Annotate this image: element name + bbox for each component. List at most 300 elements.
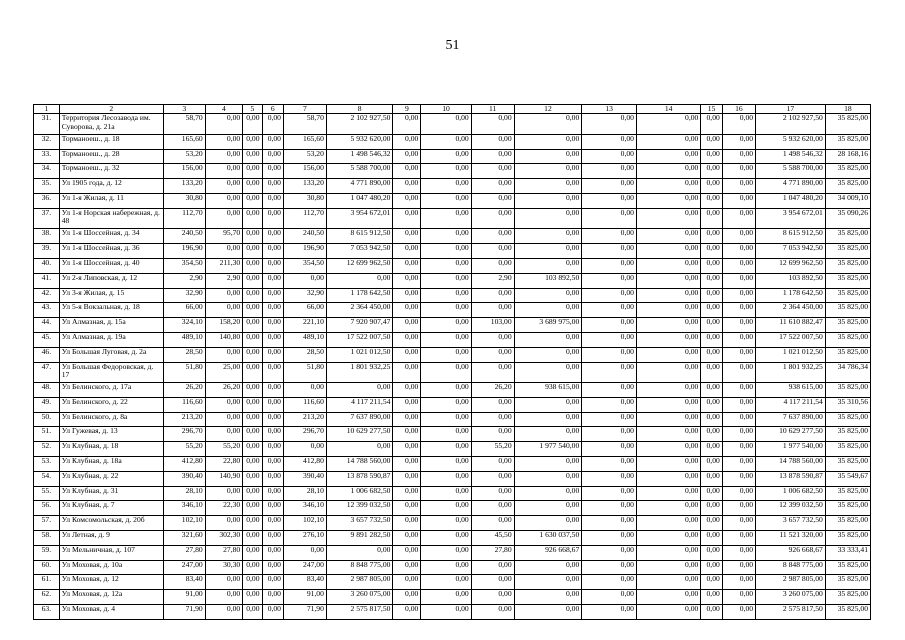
value-cell: 0,00 [636, 590, 700, 605]
value-cell: 0,00 [471, 288, 514, 303]
value-cell: 0,00 [421, 134, 471, 149]
value-cell: 28,10 [283, 486, 326, 501]
value-cell: 0,00 [393, 590, 421, 605]
value-cell: 30,30 [205, 560, 243, 575]
value-cell: 0,00 [205, 208, 243, 229]
value-cell: 0,00 [582, 347, 637, 362]
value-cell: 0,00 [722, 383, 755, 398]
value-cell: 0,00 [514, 605, 582, 620]
value-cell: 0,00 [722, 179, 755, 194]
value-cell: 0,00 [701, 244, 722, 259]
value-cell: 35 825,00 [825, 427, 870, 442]
value-cell: 321,60 [163, 531, 205, 546]
value-cell: 0,00 [514, 560, 582, 575]
table-row [34, 471, 871, 486]
value-cell: 156,00 [163, 164, 205, 179]
value-cell: 0,00 [243, 560, 262, 575]
value-cell: 0,00 [243, 194, 262, 209]
row-number-cell: 51. [34, 427, 60, 442]
value-cell: 0,00 [636, 258, 700, 273]
value-cell: 0,00 [262, 149, 283, 164]
value-cell: 0,00 [582, 471, 637, 486]
value-cell: 0,00 [514, 501, 582, 516]
header-cell: 2 [59, 105, 163, 114]
value-cell: 0,00 [701, 486, 722, 501]
value-cell: 4 771 890,00 [756, 179, 826, 194]
value-cell: 0,00 [243, 575, 262, 590]
value-cell: 0,00 [262, 347, 283, 362]
value-cell: 35 825,00 [825, 134, 870, 149]
value-cell: 10 629 277,50 [326, 427, 393, 442]
value-cell: 0,00 [471, 179, 514, 194]
value-cell: 0,00 [243, 179, 262, 194]
value-cell: 354,50 [283, 258, 326, 273]
value-cell: 0,00 [701, 457, 722, 472]
value-cell: 0,00 [243, 303, 262, 318]
value-cell: 0,00 [722, 347, 755, 362]
value-cell: 103 892,50 [514, 273, 582, 288]
value-cell: 247,00 [163, 560, 205, 575]
value-cell: 926 668,67 [514, 545, 582, 560]
row-number-cell: 33. [34, 149, 60, 164]
value-cell: 0,00 [393, 560, 421, 575]
value-cell: 28 168,16 [825, 149, 870, 164]
value-cell: 196,90 [283, 244, 326, 259]
value-cell: 0,00 [636, 501, 700, 516]
value-cell: 5 588 700,00 [756, 164, 826, 179]
value-cell: 0,00 [722, 134, 755, 149]
value-cell: 0,00 [636, 545, 700, 560]
value-cell: 0,00 [205, 194, 243, 209]
row-number-cell: 43. [34, 303, 60, 318]
value-cell: 390,40 [283, 471, 326, 486]
value-cell: 3 689 975,00 [514, 318, 582, 333]
row-number-cell: 31. [34, 114, 60, 135]
value-cell: 0,00 [722, 545, 755, 560]
value-cell: 0,00 [582, 273, 637, 288]
value-cell: 0,00 [205, 179, 243, 194]
value-cell: 0,00 [421, 457, 471, 472]
value-cell: 3 260 075,00 [326, 590, 393, 605]
header-cell: 11 [471, 105, 514, 114]
value-cell: 51,80 [283, 362, 326, 383]
value-cell: 27,80 [205, 545, 243, 560]
value-cell: 0,00 [471, 208, 514, 229]
row-number-cell: 57. [34, 516, 60, 531]
value-cell: 0,00 [262, 383, 283, 398]
value-cell: 35 310,56 [825, 397, 870, 412]
value-cell: 0,00 [262, 605, 283, 620]
value-cell: 0,00 [393, 471, 421, 486]
value-cell: 1 047 480,20 [326, 194, 393, 209]
value-cell: 0,00 [421, 149, 471, 164]
value-cell: 0,00 [636, 397, 700, 412]
value-cell: 0,00 [205, 397, 243, 412]
header-cell: 15 [701, 105, 722, 114]
table-row [34, 486, 871, 501]
table-row [34, 442, 871, 457]
value-cell: 8 615 912,50 [756, 229, 826, 244]
value-cell: 35 825,00 [825, 258, 870, 273]
value-cell: 0,00 [243, 412, 262, 427]
value-cell: 35 825,00 [825, 590, 870, 605]
value-cell: 0,00 [393, 273, 421, 288]
table-row [34, 273, 871, 288]
value-cell: 30,80 [283, 194, 326, 209]
value-cell: 0,00 [514, 303, 582, 318]
value-cell: 0,00 [582, 179, 637, 194]
value-cell: 0,00 [722, 442, 755, 457]
value-cell: 0,00 [701, 273, 722, 288]
value-cell: 0,00 [722, 229, 755, 244]
row-number-cell: 42. [34, 288, 60, 303]
value-cell: 0,00 [421, 560, 471, 575]
value-cell: 276,10 [283, 531, 326, 546]
value-cell: 140,90 [205, 471, 243, 486]
address-cell: Ул Клубная, д. 18а [59, 457, 163, 472]
value-cell: 0,00 [722, 149, 755, 164]
value-cell: 0,00 [421, 194, 471, 209]
value-cell: 0,00 [421, 288, 471, 303]
value-cell: 35 825,00 [825, 531, 870, 546]
value-cell: 412,80 [163, 457, 205, 472]
value-cell: 0,00 [582, 303, 637, 318]
value-cell: 0,00 [421, 412, 471, 427]
address-cell: Ул Мельничная, д. 107 [59, 545, 163, 560]
value-cell: 0,00 [243, 516, 262, 531]
address-cell: Ул Белинского, д. 22 [59, 397, 163, 412]
value-cell: 0,00 [722, 590, 755, 605]
value-cell: 0,00 [421, 179, 471, 194]
value-cell: 0,00 [205, 427, 243, 442]
value-cell: 35 825,00 [825, 244, 870, 259]
table-row [34, 149, 871, 164]
value-cell: 296,70 [163, 427, 205, 442]
value-cell: 0,00 [701, 605, 722, 620]
value-cell: 0,00 [636, 164, 700, 179]
row-number-cell: 49. [34, 397, 60, 412]
value-cell: 34 009,10 [825, 194, 870, 209]
value-cell: 0,00 [262, 590, 283, 605]
value-cell: 0,00 [582, 318, 637, 333]
value-cell: 12 699 962,50 [756, 258, 826, 273]
value-cell: 0,00 [722, 516, 755, 531]
header-cell: 7 [283, 105, 326, 114]
value-cell: 0,00 [393, 397, 421, 412]
value-cell: 0,00 [326, 442, 393, 457]
value-cell: 0,00 [262, 471, 283, 486]
value-cell: 0,00 [262, 362, 283, 383]
value-cell: 0,00 [582, 134, 637, 149]
value-cell: 0,00 [722, 501, 755, 516]
value-cell: 0,00 [326, 545, 393, 560]
value-cell: 0,00 [471, 457, 514, 472]
value-cell: 0,00 [701, 194, 722, 209]
value-cell: 0,00 [722, 397, 755, 412]
address-cell: Ул 1-я Жилая, д. 11 [59, 194, 163, 209]
value-cell: 0,00 [582, 164, 637, 179]
row-number-cell: 58. [34, 531, 60, 546]
value-cell: 0,00 [205, 605, 243, 620]
value-cell: 0,00 [722, 427, 755, 442]
value-cell: 35 825,00 [825, 347, 870, 362]
address-cell: Ул Алмазная, д. 19а [59, 332, 163, 347]
header-cell: 4 [205, 105, 243, 114]
value-cell: 0,00 [243, 397, 262, 412]
value-cell: 66,00 [283, 303, 326, 318]
value-cell: 0,00 [722, 412, 755, 427]
value-cell: 0,00 [393, 229, 421, 244]
address-cell: Ул Клубная, д. 7 [59, 501, 163, 516]
value-cell: 0,00 [421, 362, 471, 383]
value-cell: 35 825,00 [825, 501, 870, 516]
value-cell: 3 954 672,01 [326, 208, 393, 229]
address-cell: Ул Моховая, д. 4 [59, 605, 163, 620]
value-cell: 0,00 [722, 258, 755, 273]
table-row [34, 179, 871, 194]
value-cell: 0,00 [722, 575, 755, 590]
value-cell: 156,00 [283, 164, 326, 179]
row-number-cell: 53. [34, 457, 60, 472]
value-cell: 0,00 [421, 486, 471, 501]
value-cell: 0,00 [243, 427, 262, 442]
value-cell: 0,00 [421, 516, 471, 531]
value-cell: 489,10 [163, 332, 205, 347]
value-cell: 0,00 [243, 545, 262, 560]
value-cell: 0,00 [471, 471, 514, 486]
value-cell: 0,00 [421, 244, 471, 259]
row-number-cell: 35. [34, 179, 60, 194]
table-row [34, 383, 871, 398]
value-cell: 0,00 [393, 258, 421, 273]
value-cell: 0,00 [471, 347, 514, 362]
value-cell: 0,00 [283, 545, 326, 560]
value-cell: 0,00 [421, 605, 471, 620]
value-cell: 0,00 [514, 575, 582, 590]
value-cell: 22,30 [205, 501, 243, 516]
value-cell: 0,00 [582, 442, 637, 457]
value-cell: 0,00 [722, 332, 755, 347]
value-cell: 0,00 [471, 164, 514, 179]
value-cell: 0,00 [582, 383, 637, 398]
value-cell: 0,00 [205, 486, 243, 501]
value-cell: 53,20 [283, 149, 326, 164]
value-cell: 0,00 [393, 486, 421, 501]
value-cell: 0,00 [421, 347, 471, 362]
value-cell: 0,00 [582, 501, 637, 516]
value-cell: 0,00 [393, 575, 421, 590]
value-cell: 0,00 [243, 457, 262, 472]
value-cell: 0,00 [243, 486, 262, 501]
value-cell: 0,00 [514, 194, 582, 209]
value-cell: 0,00 [243, 318, 262, 333]
value-cell: 0,00 [514, 516, 582, 531]
value-cell: 83,40 [283, 575, 326, 590]
value-cell: 1 801 932,25 [756, 362, 826, 383]
value-cell: 55,20 [471, 442, 514, 457]
value-cell: 0,00 [262, 442, 283, 457]
row-number-cell: 34. [34, 164, 60, 179]
value-cell: 0,00 [701, 318, 722, 333]
value-cell: 0,00 [262, 397, 283, 412]
value-cell: 0,00 [393, 164, 421, 179]
address-cell: Ул 1-я Шоссейная, д. 36 [59, 244, 163, 259]
address-cell: Ул Клубная, д. 22 [59, 471, 163, 486]
value-cell: 0,00 [471, 332, 514, 347]
value-cell: 0,00 [262, 134, 283, 149]
table-row [34, 560, 871, 575]
value-cell: 0,00 [393, 303, 421, 318]
value-cell: 0,00 [471, 412, 514, 427]
row-number-cell: 48. [34, 383, 60, 398]
value-cell: 35 090,26 [825, 208, 870, 229]
value-cell: 938 615,00 [514, 383, 582, 398]
address-cell: Ул 1-я Норская набережная, д. 48 [59, 208, 163, 229]
value-cell: 11 521 320,00 [756, 531, 826, 546]
value-cell: 2,90 [205, 273, 243, 288]
address-cell: Ул Моховая, д. 12а [59, 590, 163, 605]
row-number-cell: 55. [34, 486, 60, 501]
value-cell: 0,00 [514, 114, 582, 135]
value-cell: 34 786,34 [825, 362, 870, 383]
value-cell: 7 053 942,50 [326, 244, 393, 259]
value-cell: 0,00 [421, 471, 471, 486]
value-cell: 71,90 [283, 605, 326, 620]
value-cell: 165,60 [283, 134, 326, 149]
value-cell: 0,00 [701, 516, 722, 531]
value-cell: 14 788 560,00 [326, 457, 393, 472]
value-cell: 35 825,00 [825, 457, 870, 472]
value-cell: 0,00 [514, 288, 582, 303]
page-number: 51 [445, 38, 460, 53]
value-cell: 22,80 [205, 457, 243, 472]
value-cell: 71,90 [163, 605, 205, 620]
value-cell: 55,20 [163, 442, 205, 457]
value-cell: 240,50 [283, 229, 326, 244]
value-cell: 33 333,41 [825, 545, 870, 560]
table-row [34, 605, 871, 620]
value-cell: 0,00 [636, 486, 700, 501]
value-cell: 55,20 [205, 442, 243, 457]
value-cell: 0,00 [205, 347, 243, 362]
value-cell: 0,00 [582, 114, 637, 135]
value-cell: 0,00 [471, 516, 514, 531]
value-cell: 0,00 [636, 471, 700, 486]
value-cell: 1 006 682,50 [326, 486, 393, 501]
value-cell: 0,00 [393, 288, 421, 303]
value-cell: 58,70 [283, 114, 326, 135]
value-cell: 2 364 450,00 [326, 303, 393, 318]
value-cell: 35 825,00 [825, 164, 870, 179]
value-cell: 0,00 [636, 194, 700, 209]
row-number-cell: 46. [34, 347, 60, 362]
value-cell: 0,00 [514, 258, 582, 273]
value-cell: 2 575 817,50 [756, 605, 826, 620]
address-cell: Ул Гужевая, д. 13 [59, 427, 163, 442]
value-cell: 0,00 [421, 531, 471, 546]
value-cell: 0,00 [582, 516, 637, 531]
value-cell: 0,00 [393, 516, 421, 531]
address-cell: Ул 1905 года, д. 12 [59, 179, 163, 194]
value-cell: 0,00 [471, 362, 514, 383]
value-cell: 0,00 [636, 114, 700, 135]
value-cell: 0,00 [262, 412, 283, 427]
value-cell: 0,00 [393, 149, 421, 164]
row-number-cell: 38. [34, 229, 60, 244]
value-cell: 116,60 [283, 397, 326, 412]
row-number-cell: 56. [34, 501, 60, 516]
value-cell: 35 825,00 [825, 303, 870, 318]
value-cell: 4 117 211,54 [756, 397, 826, 412]
value-cell: 35 825,00 [825, 605, 870, 620]
value-cell: 17 522 007,50 [756, 332, 826, 347]
value-cell: 0,00 [582, 244, 637, 259]
row-number-cell: 37. [34, 208, 60, 229]
value-cell: 0,00 [701, 303, 722, 318]
value-cell: 0,00 [582, 531, 637, 546]
value-cell: 0,00 [421, 575, 471, 590]
value-cell: 0,00 [701, 362, 722, 383]
value-cell: 0,00 [514, 179, 582, 194]
address-cell: Ул Моховая, д. 10а [59, 560, 163, 575]
value-cell: 0,00 [393, 347, 421, 362]
value-cell: 0,00 [421, 229, 471, 244]
value-cell: 0,00 [471, 114, 514, 135]
row-number-cell: 54. [34, 471, 60, 486]
value-cell: 0,00 [471, 560, 514, 575]
value-cell: 35 825,00 [825, 288, 870, 303]
row-number-cell: 32. [34, 134, 60, 149]
value-cell: 0,00 [421, 590, 471, 605]
value-cell: 0,00 [205, 412, 243, 427]
value-cell: 0,00 [243, 471, 262, 486]
value-cell: 0,00 [421, 164, 471, 179]
value-cell: 0,00 [243, 134, 262, 149]
value-cell: 91,00 [283, 590, 326, 605]
value-cell: 0,00 [701, 545, 722, 560]
value-cell: 0,00 [471, 303, 514, 318]
value-cell: 0,00 [393, 457, 421, 472]
value-cell: 0,00 [582, 208, 637, 229]
value-cell: 0,00 [471, 134, 514, 149]
value-cell: 0,00 [701, 332, 722, 347]
value-cell: 489,10 [283, 332, 326, 347]
address-cell: Территория Лесозавода им. Суворова, д. 21а [59, 114, 163, 135]
value-cell: 51,80 [163, 362, 205, 383]
value-cell: 213,20 [163, 412, 205, 427]
header-cell: 8 [326, 105, 393, 114]
value-cell: 354,50 [163, 258, 205, 273]
value-cell: 0,00 [582, 258, 637, 273]
value-cell: 0,00 [393, 545, 421, 560]
value-cell: 28,50 [163, 347, 205, 362]
value-cell: 0,00 [262, 575, 283, 590]
value-cell: 296,70 [283, 427, 326, 442]
value-cell: 0,00 [722, 303, 755, 318]
row-number-cell: 59. [34, 545, 60, 560]
value-cell: 0,00 [243, 590, 262, 605]
value-cell: 0,00 [582, 560, 637, 575]
table-row [34, 318, 871, 333]
value-cell: 0,00 [722, 273, 755, 288]
value-cell: 1 178 642,50 [756, 288, 826, 303]
value-cell: 196,90 [163, 244, 205, 259]
value-cell: 0,00 [636, 605, 700, 620]
value-cell: 0,00 [421, 442, 471, 457]
value-cell: 346,10 [283, 501, 326, 516]
value-cell: 2,90 [471, 273, 514, 288]
table-row [34, 501, 871, 516]
